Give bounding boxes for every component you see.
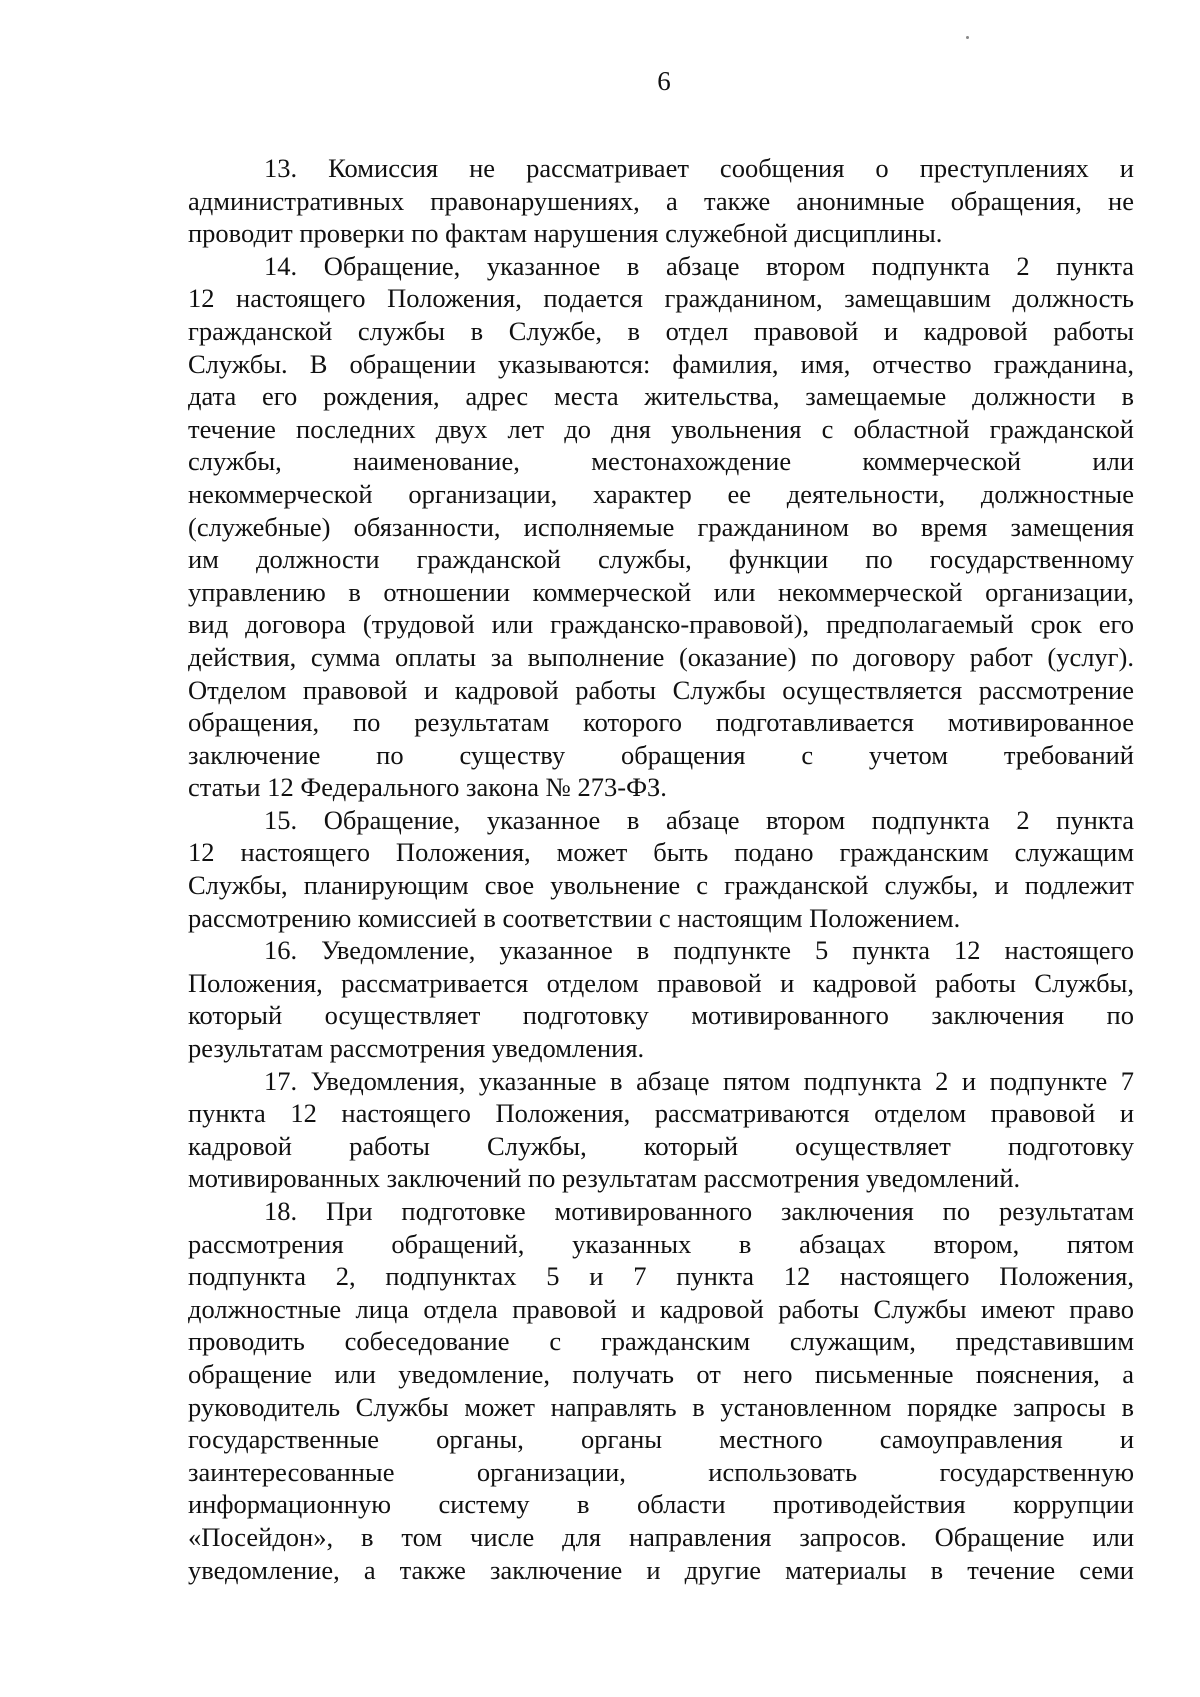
- page-number: 6: [657, 66, 671, 96]
- paragraph-line: (служебные) обязанности, исполняемые гражданином во время замещения: [188, 511, 1134, 542]
- paragraph-line: обращения, по результатам которого подготавливается мотивированное: [188, 707, 1134, 738]
- paragraph-item-14: [188, 250, 1134, 804]
- paragraph-line: который осуществляет подготовку мотивированного заключения по: [188, 1000, 1134, 1031]
- paragraph-line: руководитель Службы может направлять в установленном порядке запросы в: [188, 1391, 1134, 1422]
- paragraph-item-15: [188, 804, 1134, 934]
- paragraph-item-13: [188, 152, 1134, 250]
- paragraph-line: 17. Уведомления, указанные в абзаце пятом подпункта 2 и подпункте 7: [264, 1065, 1134, 1096]
- paragraph-line: управлению в отношении коммерческой или некоммерческой организации,: [188, 576, 1134, 607]
- paragraph-item-17: [188, 1065, 1134, 1195]
- paragraph-line: вид договора (трудовой или гражданско-правовой), предполагаемый срок его: [188, 609, 1134, 640]
- paragraph-line: некоммерческой организации, характер ее деятельности, должностные: [188, 478, 1134, 509]
- paragraph-line: результатам рассмотрения уведомления.: [188, 1033, 645, 1064]
- paragraph-line: Отделом правовой и кадровой работы Службы осуществляется рассмотрение: [188, 674, 1134, 705]
- paragraph-line: 12 настоящего Положения, подается гражданином, замещавшим должность: [188, 283, 1134, 314]
- paragraph-line: гражданской службы в Службе, в отдел правовой и кадровой работы: [188, 315, 1134, 346]
- paragraph-line: Службы, планирующим свое увольнение с гражданской службы, и подлежит: [188, 870, 1134, 901]
- paragraph-line: 18. При подготовке мотивированного заключения по результатам: [264, 1196, 1134, 1226]
- paragraph-line: информационную систему в области противодействия коррупции: [188, 1489, 1134, 1520]
- scan-speck: [966, 36, 969, 39]
- paragraph-line: 15. Обращение, указанное в абзаце втором подпункта 2 пункта: [264, 804, 1134, 835]
- paragraph-line: уведомление, а также заключение и другие материалы в течение семи: [188, 1554, 1134, 1585]
- document-body: [188, 152, 1134, 1586]
- paragraph-line: рассмотрению комиссией в соответствии с настоящим Положением.: [188, 902, 961, 933]
- paragraph-line: проводить собеседование с гражданским служащим, представившим: [188, 1326, 1134, 1357]
- paragraph-line: дата его рождения, адрес места жительства, замещаемые должности в: [188, 381, 1134, 412]
- paragraph-line: им должности гражданской службы, функции по государственному: [188, 544, 1134, 575]
- paragraph-line: 14. Обращение, указанное в абзаце втором подпункта 2 пункта: [264, 250, 1134, 281]
- paragraph-line: статьи 12 Федерального закона № 273-ФЗ.: [188, 772, 667, 803]
- paragraph-line: заинтересованные организации, использовать государственную: [188, 1456, 1134, 1487]
- paragraph-line: административных правонарушениях, а также анонимные обращения, не: [188, 185, 1134, 216]
- paragraph-line: течение последних двух лет до дня увольнения с областной гражданской: [188, 413, 1134, 444]
- paragraph-line: Службы. В обращении указываются: фамилия, имя, отчество гражданина,: [188, 348, 1134, 379]
- paragraph-line: обращение или уведомление, получать от него письменные пояснения, а: [188, 1358, 1134, 1389]
- paragraph-item-16: [188, 934, 1134, 1064]
- paragraph-line: Положения, рассматривается отделом правовой и кадровой работы Службы,: [188, 967, 1134, 998]
- paragraph-line: должностные лица отдела правовой и кадровой работы Службы имеют право: [188, 1293, 1134, 1324]
- paragraph-line: подпункта 2, подпунктах 5 и 7 пункта 12 настоящего Положения,: [188, 1261, 1134, 1292]
- paragraph-line: 16. Уведомление, указанное в подпункте 5 пункта 12 настоящего: [264, 935, 1134, 966]
- paragraph-line: 13. Комиссия не рассматривает сообщения о преступлениях и: [264, 153, 1134, 183]
- paragraph-item-18: [188, 1195, 1134, 1586]
- paragraph-line: действия, сумма оплаты за выполнение (оказание) по договору работ (услуг).: [188, 641, 1134, 672]
- paragraph-line: службы, наименование, местонахождение коммерческой или: [188, 446, 1134, 477]
- paragraph-line: 12 настоящего Положения, может быть подано гражданским служащим: [188, 837, 1134, 868]
- paragraph-line: кадровой работы Службы, который осуществляет подготовку: [188, 1130, 1134, 1161]
- paragraph-line: проводит проверки по фактам нарушения служебной дисциплины.: [188, 218, 943, 249]
- paragraph-line: государственные органы, органы местного самоуправления и: [188, 1424, 1134, 1455]
- paragraph-line: «Посейдон», в том числе для направления запросов. Обращение или: [188, 1521, 1134, 1552]
- paragraph-line: заключение по существу обращения с учетом требований: [188, 739, 1134, 770]
- paragraph-line: рассмотрения обращений, указанных в абзацах втором, пятом: [188, 1228, 1134, 1259]
- paragraph-line: мотивированных заключений по результатам рассмотрения уведомлений.: [188, 1163, 1021, 1194]
- paragraph-line: пункта 12 настоящего Положения, рассматриваются отделом правовой и: [188, 1098, 1134, 1129]
